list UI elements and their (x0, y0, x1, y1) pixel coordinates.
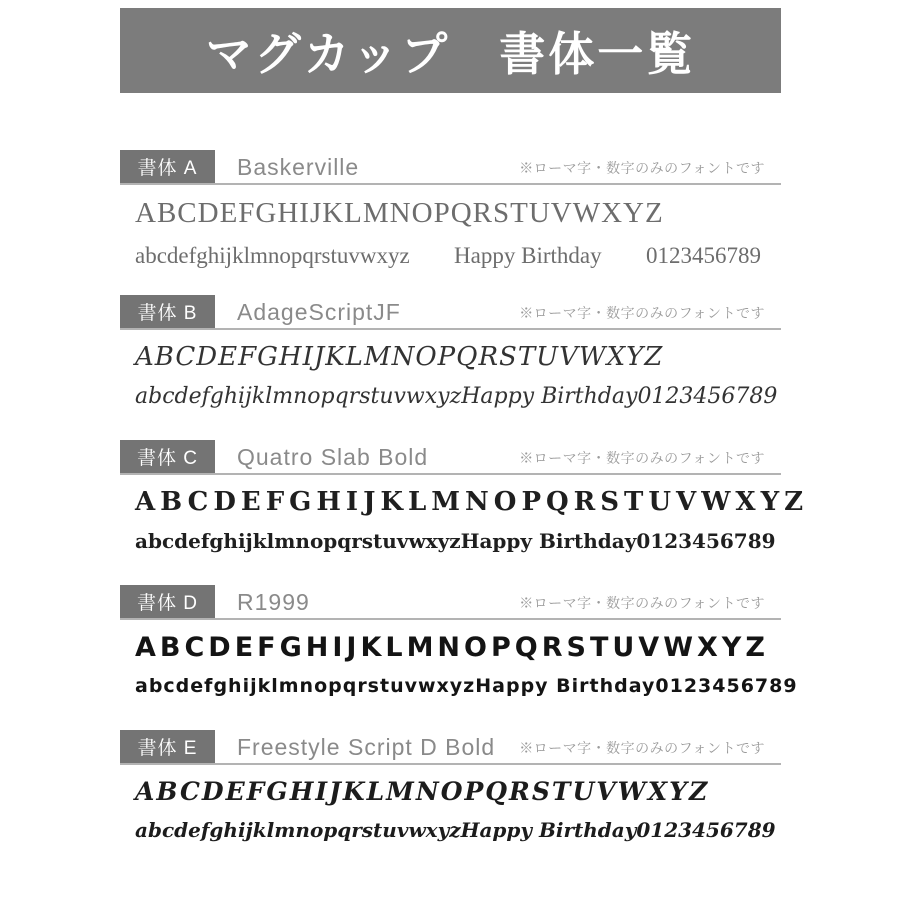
section-header (120, 730, 781, 765)
font-name: Freestyle Script D Bold (237, 734, 496, 760)
sample-uppercase: ABCDEFGHIJKLMNOPQRSTUVWXYZ (135, 487, 809, 517)
font-name: Baskerville (237, 154, 360, 180)
font-name: Quatro Slab Bold (237, 444, 429, 470)
section-header (120, 440, 781, 475)
sample-uppercase: ABCDEFGHIJKLMNOPQRSTUVWXYZ (135, 342, 664, 372)
font-badge: 書体 B (120, 295, 215, 328)
font-badge: 書体 A (120, 150, 215, 183)
sample-digits: 0123456789 (645, 243, 761, 268)
sample-lowercase: abcdefghijklmnopqrstuvwxyz (135, 243, 410, 268)
sample-digits: 0123456789 (637, 384, 778, 409)
page-title-banner (120, 8, 781, 93)
section-header (120, 295, 781, 330)
font-badge: 書体 E (120, 730, 215, 763)
sample-digits: 0123456789 (636, 529, 776, 553)
font-badge: 書体 D (120, 585, 215, 618)
font-section-e (120, 730, 781, 875)
sample-phrase: Happy Birthday (460, 818, 637, 842)
latin-only-note: ※ローマ字・数字のみのフォントです (519, 595, 765, 611)
sample-phrase: Happy Birthday (475, 675, 656, 697)
section-header (120, 150, 781, 185)
sample-lower-row (120, 386, 781, 408)
sample-digits: 0123456789 (655, 675, 798, 697)
sample-phrase: Happy Birthday (454, 243, 602, 268)
sample-lower-row (120, 531, 781, 551)
sample-phrase: Happy Birthday (461, 384, 638, 409)
font-name: AdageScriptJF (237, 299, 401, 325)
sample-lower-row (120, 820, 781, 840)
sample-lowercase: abcdefghijklmnopqrstuvwxyz (135, 529, 461, 553)
font-section-d (120, 585, 798, 730)
sample-uppercase: ABCDEFGHIJKLMNOPQRSTUVWXYZ (135, 197, 664, 229)
font-section-a (120, 150, 781, 295)
sample-lowercase: abcdefghijklmnopqrstuvwxyz (135, 675, 476, 697)
sample-phrase: Happy Birthday (460, 529, 637, 553)
font-name: R1999 (237, 589, 310, 615)
sample-lower-row (120, 244, 781, 267)
font-badge: 書体 C (120, 440, 215, 473)
sample-lowercase: abcdefghijklmnopqrstuvwxyz (135, 818, 461, 842)
font-section-b (120, 295, 781, 440)
page-title: マグカップ 書体一覧 (205, 27, 696, 80)
sample-lower-row (120, 675, 798, 697)
latin-only-note: ※ローマ字・数字のみのフォントです (519, 305, 765, 321)
latin-only-note: ※ローマ字・数字のみのフォントです (519, 450, 765, 466)
sample-uppercase: ABCDEFGHIJKLMNOPQRSTUVWXYZ (135, 777, 710, 806)
section-header (120, 585, 781, 620)
latin-only-note: ※ローマ字・数字のみのフォントです (519, 160, 765, 176)
sample-uppercase: ABCDEFGHIJKLMNOPQRSTUVWXYZ (135, 632, 769, 663)
latin-only-note: ※ローマ字・数字のみのフォントです (519, 740, 765, 756)
sample-lowercase: abcdefghijklmnopqrstuvwxyz (135, 384, 462, 409)
font-sections (120, 150, 809, 875)
font-section-c (120, 440, 809, 585)
sample-digits: 0123456789 (636, 818, 776, 842)
